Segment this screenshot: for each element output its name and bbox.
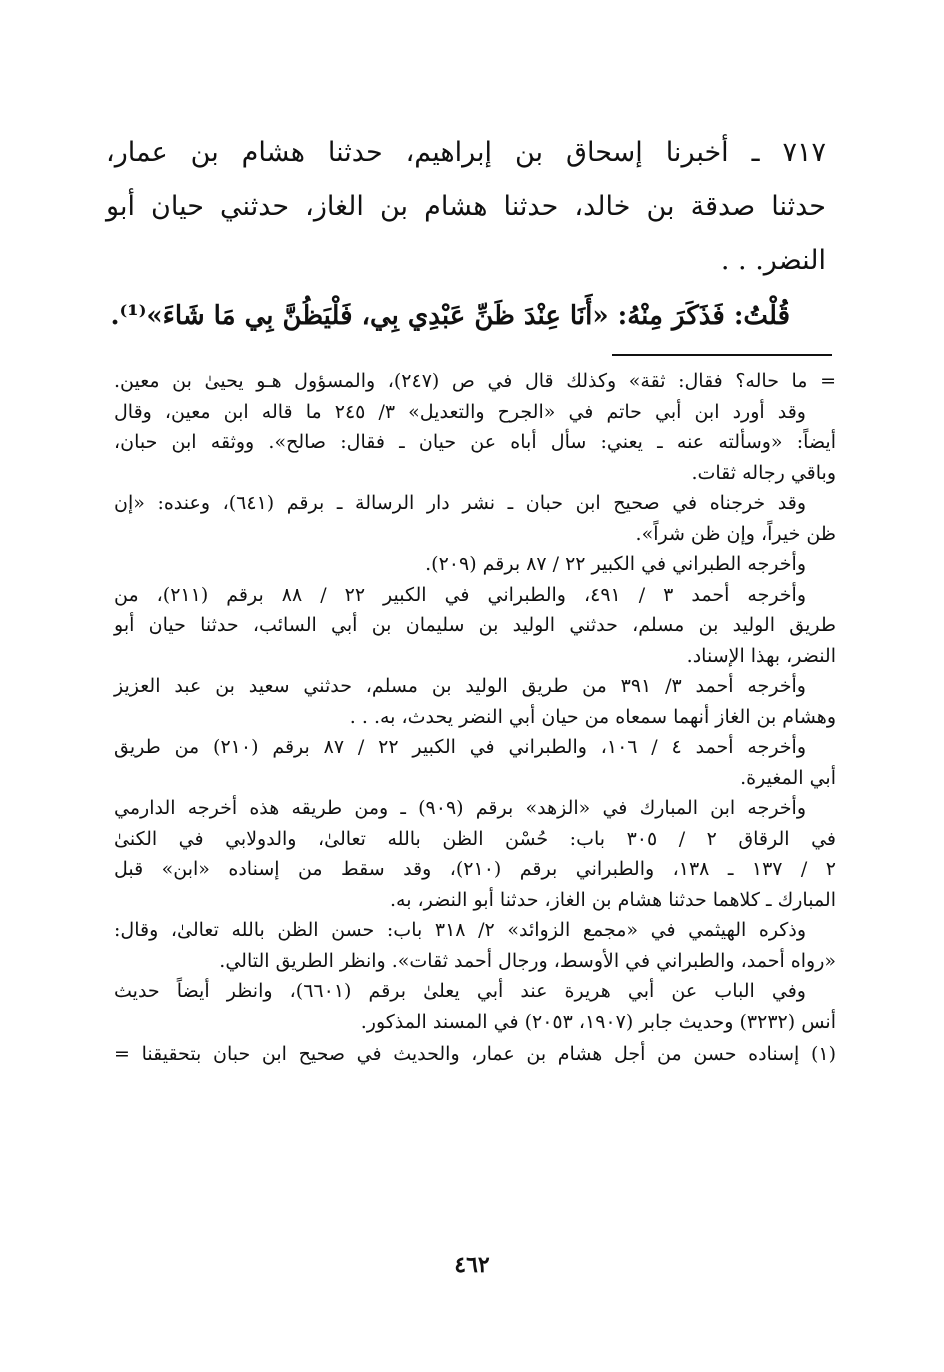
footnote-1-line: (١) إسناده حسن من أجل هشام بن عمار، والحديث في صحيح ابن حبان بتحقيقنا = [114,1043,836,1065]
footnote-line: أبي المغيرة. [740,766,836,789]
footnote-line: وباقي رجاله ثقات. [691,461,836,484]
footnote-line: النضر، بهذا الإسناد. [686,644,836,667]
footnote-line: وقد خرجناه في صحيح ابن حبان ـ نشر دار الرسالة ـ برقم (٦٤١)، وعنده: «إن [114,492,806,514]
hadith-line: النضر. . . [720,245,826,276]
footnote-line: «رواه أحمد، والطبراني في الأوسط، ورجال أحمد ثقات». وانظر الطريق التالي. [219,949,836,972]
footnote-line: أنس (٣٢٣٢) وحديث جابر (١٩٠٧، ٢٠٥٣) في المسند المذكور. [360,1010,836,1033]
footnote-line: وأخرجه أحمد ٣/ ٣٩١ من طريق الوليد بن مسلم، حدثني سعيد بن عبد العزيز [114,675,806,697]
footnotes [114,366,836,1070]
footnote-line: وأخرجه الطبراني في الكبير ٢٢ / ٨٧ برقم (٢٠٩). [425,553,806,575]
footnote-line: = ما حاله؟ فقال: ثقة» وكذلك قال في ص (٢٤٧)، والمسؤول هـو يحيىٰ بن معين. [114,370,836,392]
footnote-line: وأخرجه أحمد ٤ / ١٠٦، والطبراني في الكبير ٢٢ / ٨٧ برقم (٢١٠) من طريق [114,736,807,758]
page-number: ٤٦٢ [454,1252,490,1278]
footnote-line: وأخرجه ابن المبارك في «الزهد» برقم (٩٠٩) ـ ومن طريقه هذه أخرجه الدارمي [114,797,807,819]
footnote-line: طريق الوليد بن مسلم، حدثني الوليد بن سليمان بن أبي السائب، حدثنا حيان أبو [114,614,836,636]
hadith-text [106,126,826,344]
footnote-line: ظن خيراً، وإن ظن شراً». [635,522,836,545]
hadith-line: حدثنا صدقة بن خالد، حدثنا هشام بن الغاز، حدثني حيان أبو [106,191,826,222]
hadith-line: ٧١٧ ـ أخبرنا إسحاق بن إبراهيم، حدثنا هشام بن عمار، [106,137,826,168]
footnote-line: المبارك ـ كلاهما حدثنا هشام بن الغاز، حدثنا أبو النضر، به. [390,888,836,911]
footnote-line: وفي الباب عن أبي هريرة عند أبي يعلىٰ برقم (٦٦٠١)، وانظر أيضاً حديث [114,980,806,1002]
footnote-line: ٢ / ١٣٧ ـ ١٣٨، والطبراني برقم (٢١٠)، وقد سقط من إسناده «ابن» قبل [114,858,836,880]
footnote-line: وأخرجه أحمد ٣ / ٤٩١، والطبراني في الكبير ٢٢ / ٨٨ برقم (٢١١)، من [114,583,807,606]
hadith-quote-line: قُلْتُ: فَذَكَرَ مِنْهُ: «أَنَا عِنْدَ ظَنِّ عَبْدِي بِي، فَلْيَظُنَّ بِي مَا شَاءَ»⁽¹⁾. [110,301,790,331]
footnote-line: وذكره الهيثمي في «مجمع الزوائد» ٢/ ٣١٨ باب: حسن الظن بالله تعالىٰ، وقال: [114,919,806,941]
footnote-line: وقد أورد ابن أبي حاتم في «الجرح والتعديل» ٣/ ٢٤٥ ما قاله ابن معين، وقال [114,400,806,423]
footnote-line: أيضاً: «وسألته عنه ـ يعني: سأل أباه عن حيان ـ فقال: صالح». ووثقه ابن حبان، [114,431,836,453]
footnote-line: وهشام بن الغاز أنهما سمعاه من حيان أبي النضر يحدث، به. . . [349,705,836,728]
footnote-line: في الرقاق ٢ / ٣٠٥ باب: حُسْن الظن بالله تعالىٰ، والدولابي في الكنىٰ [114,827,837,850]
footnote-separator [612,354,832,356]
